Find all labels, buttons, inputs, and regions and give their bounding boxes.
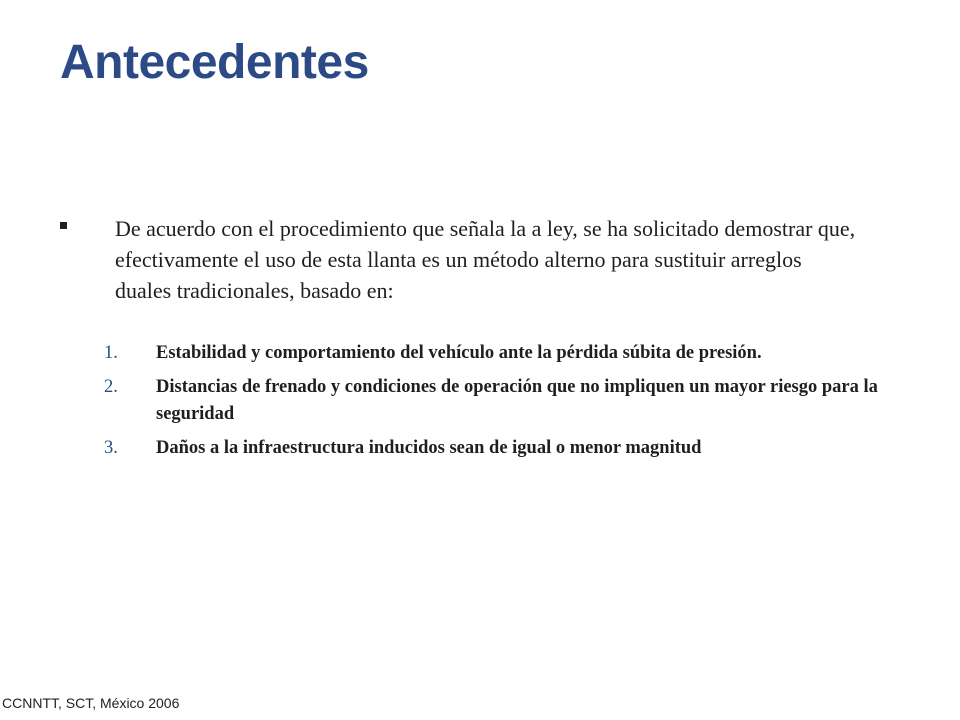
- list-item-text: Daños a la infraestructura inducidos sean de igual o menor magnitud: [156, 438, 702, 458]
- list-item-text: Estabilidad y comportamiento del vehículo ante la pérdida súbita de presión.: [156, 343, 762, 363]
- slide-title: Antecedentes: [60, 36, 369, 89]
- list-item-text: Distancias de frenado y condiciones de operación que no impliquen un mayor riesgo para la seguridad: [156, 377, 878, 424]
- slide-footer: CCNNTT, SCT, México 2006: [2, 695, 180, 711]
- list-item: [104, 435, 894, 462]
- list-item-number: 3.: [104, 438, 118, 458]
- list-item: [104, 340, 894, 367]
- numbered-list: [104, 340, 894, 469]
- list-item: [104, 374, 894, 428]
- bullet-text: De acuerdo con el procedimiento que señala la a ley, se ha solicitado demostrar que, efectivamente el uso de esta llanta es un método alterno para sustituir arreglos duales tradicionales, basado en:: [115, 216, 856, 303]
- list-item-number: 2.: [104, 377, 118, 397]
- bullet-paragraph: [60, 213, 860, 306]
- list-item-number: 1.: [104, 343, 118, 363]
- square-bullet-icon: [60, 222, 67, 229]
